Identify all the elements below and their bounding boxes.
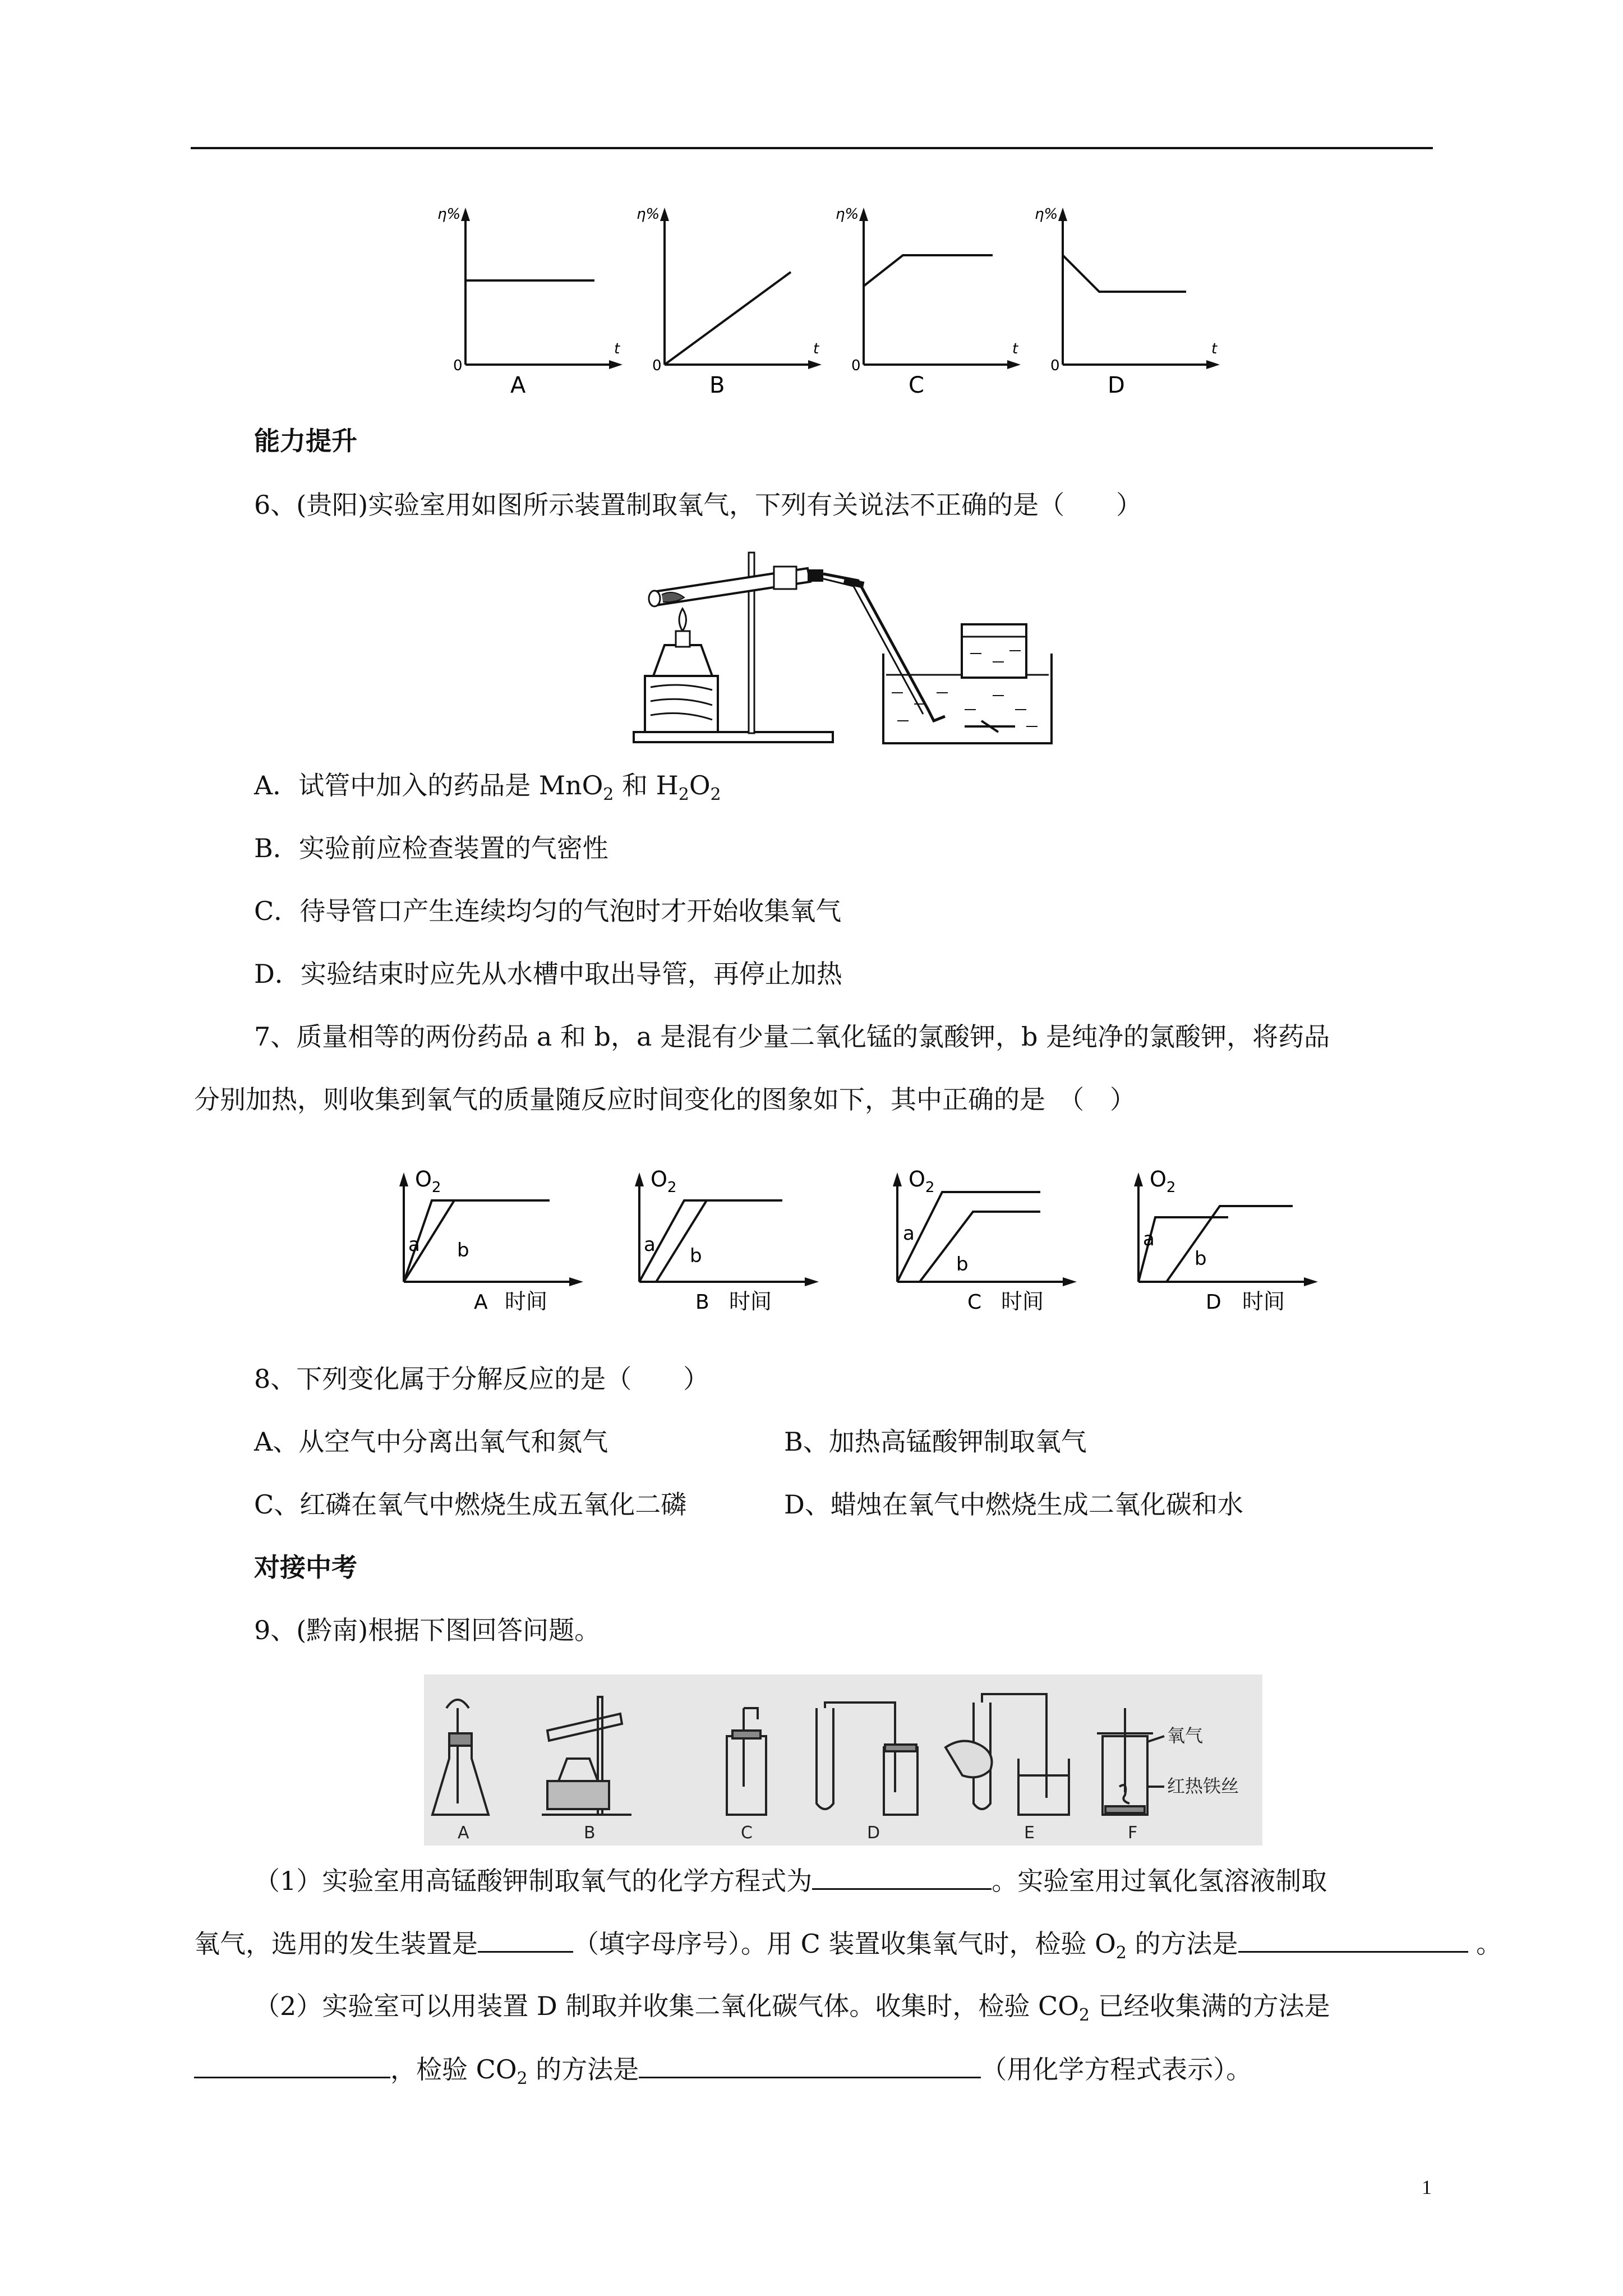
q7-chart-C-a: a: [903, 1222, 915, 1245]
q6-option-A-sub3: 2: [710, 785, 721, 805]
q7-chart-A-a: a: [408, 1234, 420, 1256]
q9-p1-sub: 2: [1115, 1943, 1127, 1963]
header-rule: [191, 147, 1433, 149]
q9-p1-line2: [194, 1926, 1502, 1970]
top-chart-B-label: B: [709, 372, 725, 398]
top-chart-D: [1035, 206, 1220, 398]
section-title-ability: 能力提升: [254, 426, 357, 456]
q9-apparatus-E: [946, 1694, 1069, 1815]
top-chart-C-ylabel: η%: [836, 206, 859, 223]
q9-p1-b: 。实验室用过氧化氢溶液制取: [992, 1866, 1327, 1896]
q9-p2-c: ，检验 CO: [390, 2054, 517, 2085]
top-chart-D-ylabel: η%: [1035, 206, 1058, 223]
q6-option-A-mid2: O: [689, 770, 711, 800]
q7-chart-D-a: a: [1143, 1228, 1155, 1250]
q7-charts: [387, 1170, 1318, 1318]
q9-p2-line1: [254, 1989, 1330, 2032]
q9-apparatus-F: [1097, 1708, 1164, 1815]
q9-figure: [424, 1674, 1262, 1846]
q7-stem-line2: 分别加热，则收集到氧气的质量随反应时间变化的图象如下，其中正确的是 （ ）: [194, 1084, 1136, 1115]
q9-p2-sub: 2: [1078, 2005, 1090, 2026]
q7-chart-C-ylabel: $O_2$: [909, 1170, 935, 1196]
q9-p1-d: （填字母序号）。用 C 装置收集氧气时，检验 O: [573, 1929, 1116, 1959]
top-chart-A: [437, 206, 623, 398]
q6-option-A-sub2: 2: [678, 785, 689, 805]
top-chart-D-xlabel: t: [1211, 341, 1218, 357]
section-title-exam: 对接中考: [254, 1552, 357, 1582]
q9-fig-label-A: A: [458, 1823, 469, 1843]
q7-chart-C-xlabel: 时间: [1001, 1289, 1044, 1314]
q9-fig-label-C: C: [741, 1823, 753, 1843]
top-chart-A-origin: 0: [453, 357, 463, 374]
top-chart-D-origin: 0: [1050, 357, 1060, 374]
q9-p1-e: 的方法是: [1126, 1929, 1238, 1959]
q7-chart-C: [893, 1170, 1077, 1314]
q6-option-B: B．实验前应检查装置的气密性: [254, 833, 608, 863]
page-number: 1: [1422, 2176, 1432, 2198]
top-chart-B-xlabel: t: [813, 341, 819, 357]
q8-option-D: D、蜡烛在氧气中燃烧生成二氧化碳和水: [784, 1489, 1243, 1520]
q9-fig-label-B: B: [584, 1823, 596, 1843]
top-chart-C-label: C: [909, 372, 924, 398]
q7-chart-C-b: b: [956, 1253, 969, 1276]
q7-chart-B-xlabel: 时间: [729, 1289, 772, 1314]
q9-fig-label-F-oxygen: 氧气: [1167, 1725, 1204, 1746]
q9-blank-co2-full[interactable]: [194, 2052, 390, 2078]
q6-option-A: [254, 769, 721, 812]
q9-blank-o2-test[interactable]: [1238, 1926, 1468, 1953]
q9-p1-f: 。: [1468, 1929, 1502, 1959]
q7-chart-B-b: b: [690, 1245, 702, 1267]
q9-fig-label-D: D: [867, 1823, 880, 1843]
top-chart-A-xlabel: t: [614, 341, 620, 357]
q9-fig-label-E: E: [1024, 1823, 1035, 1843]
q9-apparatus-C: [727, 1708, 766, 1815]
q9-figure-drawing: [424, 1674, 1262, 1846]
q7-chart-B-label: B: [695, 1291, 709, 1314]
q9-fig-label-F: F: [1128, 1823, 1138, 1843]
top-chart-B-origin: 0: [652, 357, 662, 374]
q6-option-A-pre: A．试管中加入的药品是 MnO: [254, 770, 603, 800]
q7-chart-B: [635, 1170, 819, 1314]
top-chart-B: [637, 206, 822, 398]
q9-blank-device[interactable]: [478, 1926, 573, 1953]
q8-stem: 8、下列变化属于分解反应的是（ ）: [254, 1364, 709, 1394]
q9-apparatus-D: [817, 1703, 917, 1815]
q6-stem: 6、(贵阳)实验室用如图所示装置制取氧气，下列有关说法不正确的是（ ）: [254, 490, 1142, 520]
q9-p1-line1: [254, 1864, 1327, 1898]
q7-chart-A-label: A: [474, 1291, 488, 1314]
q7-chart-D-b: b: [1195, 1248, 1207, 1270]
top-charts: [426, 202, 1234, 398]
top-chart-C: [836, 206, 1021, 398]
top-chart-C-origin: 0: [851, 357, 861, 374]
q6-option-A-sub1: 2: [603, 785, 614, 805]
top-chart-A-ylabel: η%: [437, 206, 461, 223]
top-chart-C-xlabel: t: [1012, 341, 1018, 357]
q7-chart-D-ylabel: $O_2$: [1150, 1170, 1176, 1196]
top-chart-D-label: D: [1108, 372, 1125, 398]
q8-option-A: A、从空气中分离出氧气和氮气: [254, 1427, 608, 1457]
q6-apparatus-figure: [623, 541, 1054, 749]
q6-option-C: C．待导管口产生连续均匀的气泡时才开始收集氧气: [254, 896, 842, 926]
q9-p2-d: 的方法是: [527, 2054, 639, 2085]
q9-apparatus-A: [432, 1700, 488, 1815]
q9-p2-line2: [194, 2052, 1252, 2096]
q9-stem: 9、(黔南)根据下图回答问题。: [254, 1615, 601, 1645]
q9-p2-a: （2）实验室可以用装置 D 制取并收集二氧化碳气体。收集时，检验 CO: [254, 1991, 1079, 2021]
top-chart-B-ylabel: η%: [637, 206, 660, 223]
q7-chart-D: [1134, 1170, 1318, 1314]
q6-option-D: D．实验结束时应先从水槽中取出导管，再停止加热: [254, 959, 842, 989]
q9-apparatus-B: [542, 1697, 631, 1815]
q7-chart-A: [399, 1170, 583, 1314]
q7-chart-A-xlabel: 时间: [505, 1289, 548, 1314]
q7-chart-A-b: b: [457, 1239, 469, 1262]
q9-p1-a: （1）实验室用高锰酸钾制取氧气的化学方程式为: [254, 1866, 813, 1896]
q9-blank-equation[interactable]: [812, 1864, 992, 1890]
q6-option-A-mid: 和 H: [614, 770, 679, 800]
q9-p1-c: 氧气，选用的发生装置是: [194, 1929, 478, 1959]
q9-fig-label-F-wire: 红热铁丝: [1167, 1775, 1239, 1797]
q7-chart-D-xlabel: 时间: [1242, 1289, 1285, 1314]
q7-chart-B-ylabel: $O_2$: [651, 1170, 677, 1196]
q8-option-B: B、加热高锰酸钾制取氧气: [784, 1427, 1087, 1457]
q9-p2-sub2: 2: [517, 2069, 528, 2089]
q7-chart-C-label: C: [967, 1291, 982, 1314]
q9-p2-e: （用化学方程式表示）。: [981, 2054, 1252, 2085]
top-chart-A-label: A: [510, 372, 526, 398]
q9-p2-b: 已经收集满的方法是: [1090, 1991, 1330, 2021]
q7-stem-line1: 7、质量相等的两份药品 a 和 b，a 是混有少量二氧化锰的氯酸钾，b 是纯净的氯酸钾，将药品: [254, 1022, 1330, 1052]
q9-blank-co2-equation[interactable]: [639, 2052, 981, 2078]
q7-chart-A-ylabel: $O_2$: [415, 1170, 441, 1196]
q8-option-C: C、红磷在氧气中燃烧生成五氧化二磷: [254, 1489, 687, 1520]
q7-chart-B-a: a: [644, 1234, 656, 1256]
q7-chart-D-label: D: [1206, 1291, 1221, 1314]
